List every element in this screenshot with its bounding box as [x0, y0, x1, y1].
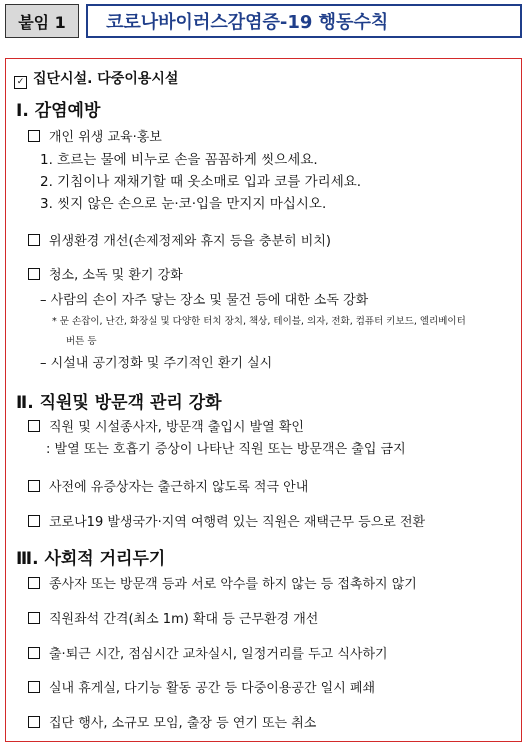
- footnote-line-2: 버튼 등: [66, 336, 97, 347]
- checkbox-icon: [28, 577, 40, 589]
- section-heading-1: Ⅰ. 감염예방: [16, 101, 101, 121]
- checkbox-icon: [28, 612, 40, 624]
- section-heading-2: Ⅱ. 직원및 방문객 관리 강화: [16, 393, 222, 413]
- checkbox-checked-icon: ✓: [14, 76, 27, 89]
- category-line: [14, 68, 178, 89]
- item-text: 실내 휴게실, 다기능 활동 공간 등 다중이용공간 일시 폐쇄: [49, 681, 376, 696]
- item-text: 출·퇴근 시간, 점심시간 교차실시, 일정거리를 두고 식사하기: [49, 647, 388, 662]
- checklist-item: [28, 608, 318, 627]
- checklist-item: [28, 643, 388, 662]
- checklist-item: [28, 511, 425, 530]
- numbered-line-2: 2. 기침이나 재채기할 때 옷소매로 입과 코를 가리세요.: [40, 174, 362, 190]
- item-text: 개인 위생 교육·홍보: [49, 130, 162, 145]
- numbered-line-1: 1. 흐르는 물에 비누로 손을 꼼꼼하게 씻으세요.: [40, 152, 318, 168]
- section-heading-3: Ⅲ. 사회적 거리두기: [16, 549, 166, 569]
- annex-badge: 붙임 1: [5, 4, 79, 38]
- document-title-box: [86, 4, 522, 38]
- checkbox-icon: [28, 130, 40, 142]
- checklist-item: [28, 264, 183, 283]
- item-text: 집단 행사, 소규모 모임, 출장 등 연기 또는 취소: [49, 716, 317, 731]
- checkbox-icon: [28, 268, 40, 280]
- checkbox-icon: [28, 515, 40, 527]
- checkbox-icon: [28, 716, 40, 728]
- item-text: 종사자 또는 방문객 등과 서로 악수를 하지 않는 등 접촉하지 않기: [49, 577, 417, 592]
- checklist-item: [28, 677, 375, 696]
- dash-line-2: – 시설내 공기정화 및 주기적인 환기 실시: [40, 356, 273, 371]
- checklist-item: [28, 230, 331, 249]
- item-text: 직원좌석 간격(최소 1m) 확대 등 근무환경 개선: [49, 612, 319, 627]
- checklist-item: [28, 573, 417, 592]
- checklist-item: [28, 476, 308, 495]
- document-title: 코로나바이러스감염증-19 행동수칙: [106, 12, 389, 33]
- checkbox-icon: [28, 647, 40, 659]
- item-text: 코로나19 발생국가·지역 여행력 있는 직원은 재택근무 등으로 전환: [49, 515, 426, 530]
- item-text: 위생환경 개선(손제정제와 휴지 등을 충분히 비치): [49, 234, 331, 249]
- item-text: 직원 및 시설종사자, 방문객 출입시 발열 확인: [49, 420, 304, 435]
- category-label: 집단시설. 다중이용시설: [33, 71, 179, 87]
- checkbox-icon: [28, 420, 40, 432]
- checkbox-icon: [28, 681, 40, 693]
- checkbox-icon: [28, 480, 40, 492]
- item-text: 사전에 유증상자는 출근하지 않도록 적극 안내: [49, 480, 309, 495]
- numbered-line-3: 3. 씻지 않은 손으로 눈·코·입을 만지지 마십시오.: [40, 196, 327, 212]
- footnote-line-1: * 문 손잡이, 난간, 화장실 및 다양한 터치 장치, 책상, 테이블, 의자, 전화, 컴퓨터 키보드, 엘리베이터: [52, 316, 466, 327]
- checklist-item: [28, 712, 316, 731]
- checklist-item: [28, 126, 162, 145]
- checklist-item: [28, 416, 304, 435]
- sub-line: : 발열 또는 호흡기 증상이 나타난 직원 또는 방문객은 출입 금지: [46, 442, 406, 457]
- dash-line-1: – 사람의 손이 자주 닿는 장소 및 물건 등에 대한 소독 강화: [40, 293, 369, 308]
- item-text: 청소, 소독 및 환기 강화: [49, 268, 183, 283]
- checkbox-icon: [28, 234, 40, 246]
